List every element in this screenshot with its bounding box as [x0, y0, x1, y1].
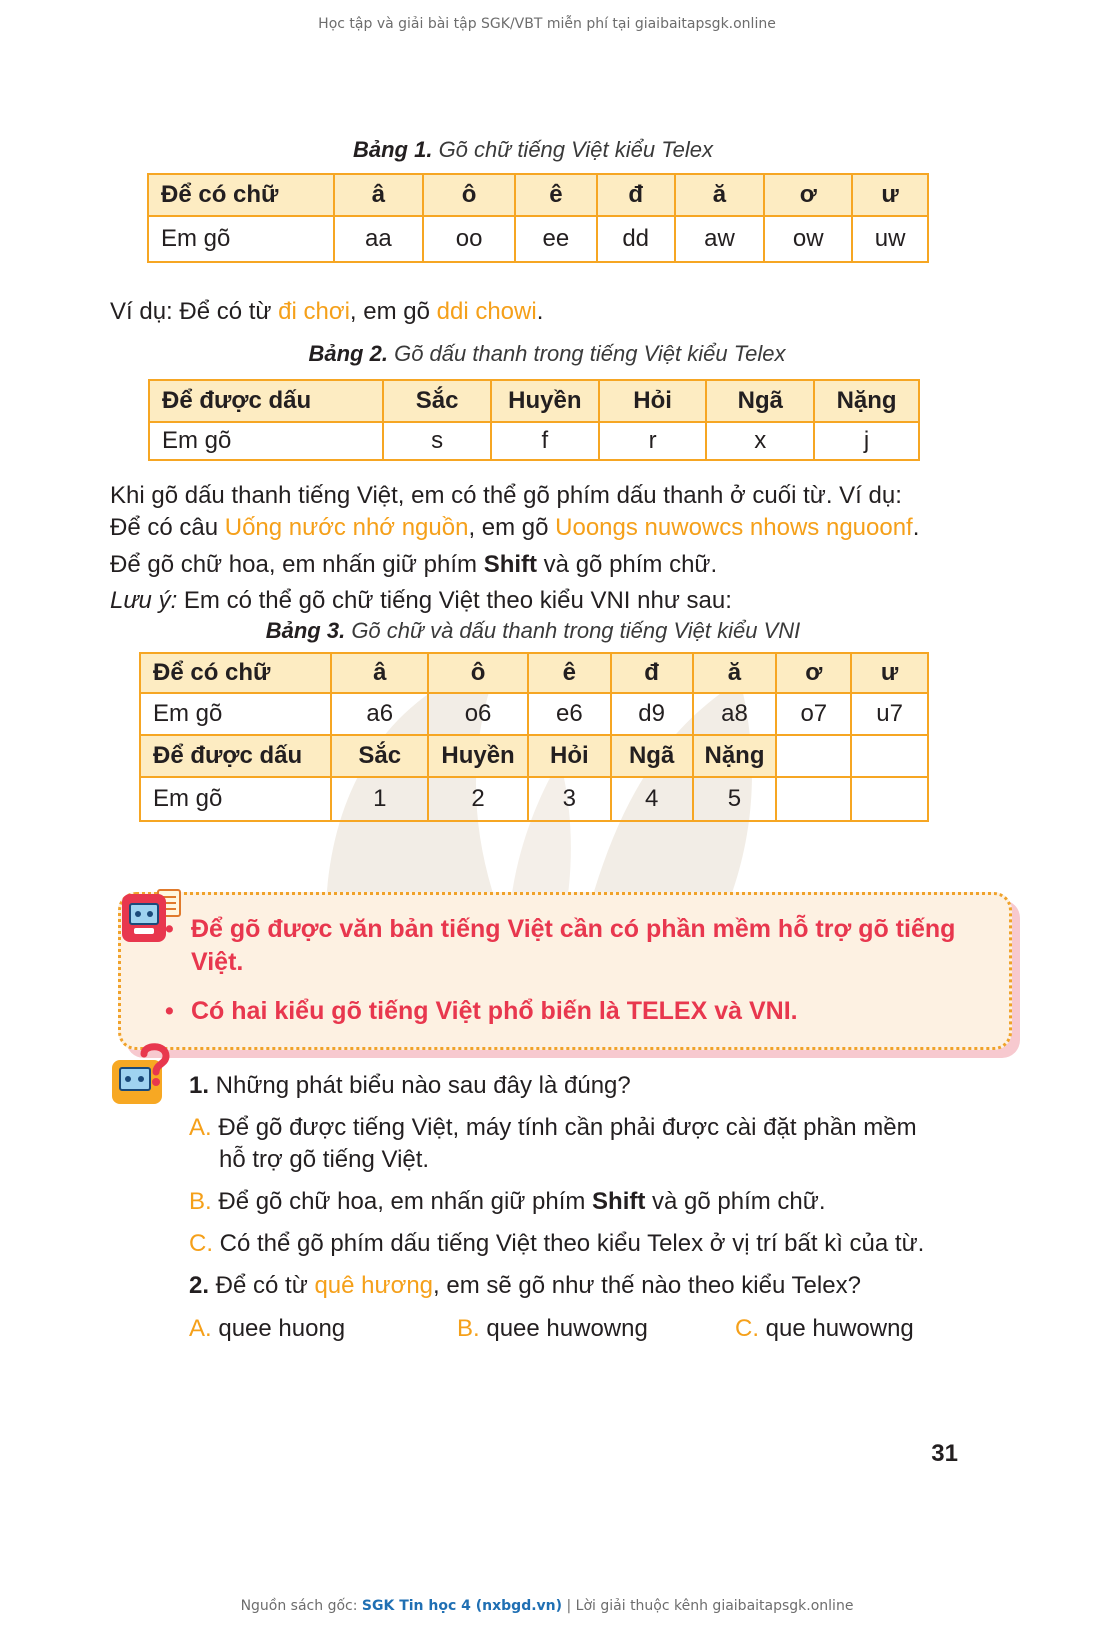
table-cell: oo — [423, 216, 515, 262]
table-cell: u7 — [851, 693, 928, 735]
table-cell: 5 — [693, 777, 777, 821]
table-cell: ơ — [776, 653, 851, 693]
table-cell: 4 — [611, 777, 693, 821]
note-item: • Để gõ được văn bản tiếng Việt cần có phần mềm hỗ trợ gõ tiếng Việt. — [191, 913, 981, 979]
table-cell: ư — [852, 174, 928, 216]
table-cell: o6 — [428, 693, 528, 735]
table-cell: Em gõ — [140, 693, 331, 735]
page-number: 31 — [931, 1440, 958, 1467]
q1-option-c[interactable]: C. Có thể gõ phím dấu tiếng Việt theo kiểu Telex ở vị trí bất kì của từ. — [189, 1230, 925, 1257]
paragraph-tone-line1: Khi gõ dấu thanh tiếng Việt, em có thể gõ phím dấu thanh ở cuối từ. Ví dụ: — [110, 482, 902, 509]
table-cell: Huyền — [491, 380, 599, 422]
q1-option-b[interactable]: B. Để gõ chữ hoa, em nhấn giữ phím Shift và gõ phím chữ. — [189, 1188, 826, 1215]
table-cell: a8 — [693, 693, 777, 735]
table3-caption: Bảng 3. Gõ chữ và dấu thanh trong tiếng Việt kiểu VNI — [265, 618, 801, 643]
table-cell: Hỏi — [528, 735, 611, 777]
table-cell: Sắc — [383, 380, 491, 422]
paragraph-note-vni: Lưu ý: Em có thể gõ chữ tiếng Việt theo kiểu VNI như sau: — [110, 587, 732, 614]
table-cell: Em gõ — [149, 422, 383, 460]
computer-mascot-icon — [120, 888, 184, 946]
table-cell: a6 — [331, 693, 428, 735]
table-cell: Để có chữ — [148, 174, 334, 216]
table-cell: ô — [428, 653, 528, 693]
table-cell: ow — [764, 216, 852, 262]
table2-caption: Bảng 2. Gõ dấu thanh trong tiếng Việt kiểu Telex — [308, 341, 786, 366]
table-cell: x — [706, 422, 814, 460]
table-cell: đ — [597, 174, 675, 216]
paragraph-uppercase: Để gõ chữ hoa, em nhấn giữ phím Shift và gõ phím chữ. — [110, 551, 718, 578]
q1-option-a-line2: hỗ trợ gõ tiếng Việt. — [219, 1146, 430, 1173]
summary-note-box — [118, 892, 1012, 1050]
table-cell: â — [331, 653, 428, 693]
table-cell: ơ — [764, 174, 852, 216]
q2-option-c[interactable]: C. que huwowng — [735, 1315, 914, 1342]
table-cell: Ngã — [706, 380, 814, 422]
table-cell: ê — [515, 174, 597, 216]
table-cell: Hỏi — [599, 380, 707, 422]
table-cell: Nặng — [814, 380, 919, 422]
example-telex: Ví dụ: Để có từ đi chơi, em gõ ddi chowi. — [110, 298, 544, 325]
page-header: Học tập và giải bài tập SGK/VBT miễn phí tại giaibaitapsgk.online — [318, 16, 776, 32]
table-cell: Em gõ — [140, 777, 331, 821]
table-cell: â — [334, 174, 424, 216]
source-link[interactable]: SGK Tin học 4 (nxbgd.vn) — [361, 1598, 563, 1614]
table-cell: Ngã — [611, 735, 693, 777]
table-cell-empty — [776, 735, 851, 777]
question-2: 2. Để có từ quê hương, em sẽ gõ như thế nào theo kiểu Telex? — [189, 1272, 861, 1299]
table-cell: đ — [611, 653, 693, 693]
table-cell-empty — [851, 777, 928, 821]
table-cell: Để được dấu — [149, 380, 383, 422]
question-mascot-icon — [110, 1042, 170, 1108]
table-cell: Huyền — [428, 735, 528, 777]
table-cell: ư — [851, 653, 928, 693]
table-cell: r — [599, 422, 707, 460]
table-cell: ê — [528, 653, 611, 693]
table-cell-empty — [776, 777, 851, 821]
table-cell: 3 — [528, 777, 611, 821]
telex-letters-table — [147, 173, 929, 263]
table-cell: Em gõ — [148, 216, 334, 262]
table-cell-empty — [851, 735, 928, 777]
table-cell: o7 — [776, 693, 851, 735]
table-cell: aa — [334, 216, 424, 262]
table-cell: Để có chữ — [140, 653, 331, 693]
page-footer: Nguồn sách gốc: SGK Tin học 4 (nxbgd.vn) | Lời giải thuộc kênh giaibaitapsgk.online — [240, 1598, 854, 1614]
table-cell: d9 — [611, 693, 693, 735]
table-cell: j — [814, 422, 919, 460]
q1-option-a[interactable]: A. Để gõ được tiếng Việt, máy tính cần phải được cài đặt phần mềm — [189, 1114, 917, 1141]
table-cell: aw — [675, 216, 765, 262]
vni-table — [139, 652, 929, 822]
table-cell: ă — [693, 653, 777, 693]
note-item: • Có hai kiểu gõ tiếng Việt phổ biến là TELEX và VNI. — [191, 995, 981, 1028]
table-cell: dd — [597, 216, 675, 262]
q2-option-a[interactable]: A. quee huong — [189, 1315, 346, 1342]
table-cell: Để được dấu — [140, 735, 331, 777]
table-cell: ô — [423, 174, 515, 216]
table-cell: 2 — [428, 777, 528, 821]
table-cell: s — [383, 422, 491, 460]
table-cell: ee — [515, 216, 597, 262]
table-cell: 1 — [331, 777, 428, 821]
table-cell: ă — [675, 174, 765, 216]
table-cell: uw — [852, 216, 928, 262]
table-cell: f — [491, 422, 599, 460]
question-1: 1. Những phát biểu nào sau đây là đúng? — [189, 1072, 631, 1099]
telex-tones-table — [148, 379, 920, 461]
table-cell: Sắc — [331, 735, 428, 777]
table-cell: Nặng — [693, 735, 777, 777]
table-cell: e6 — [528, 693, 611, 735]
q2-option-b[interactable]: B. quee huwowng — [457, 1315, 648, 1342]
table1-caption: Bảng 1. Gõ chữ tiếng Việt kiểu Telex — [352, 137, 714, 162]
paragraph-tone-line2: Để có câu Uống nước nhớ nguồn, em gõ Uoongs nuwowcs nhows nguoonf. — [110, 514, 920, 541]
